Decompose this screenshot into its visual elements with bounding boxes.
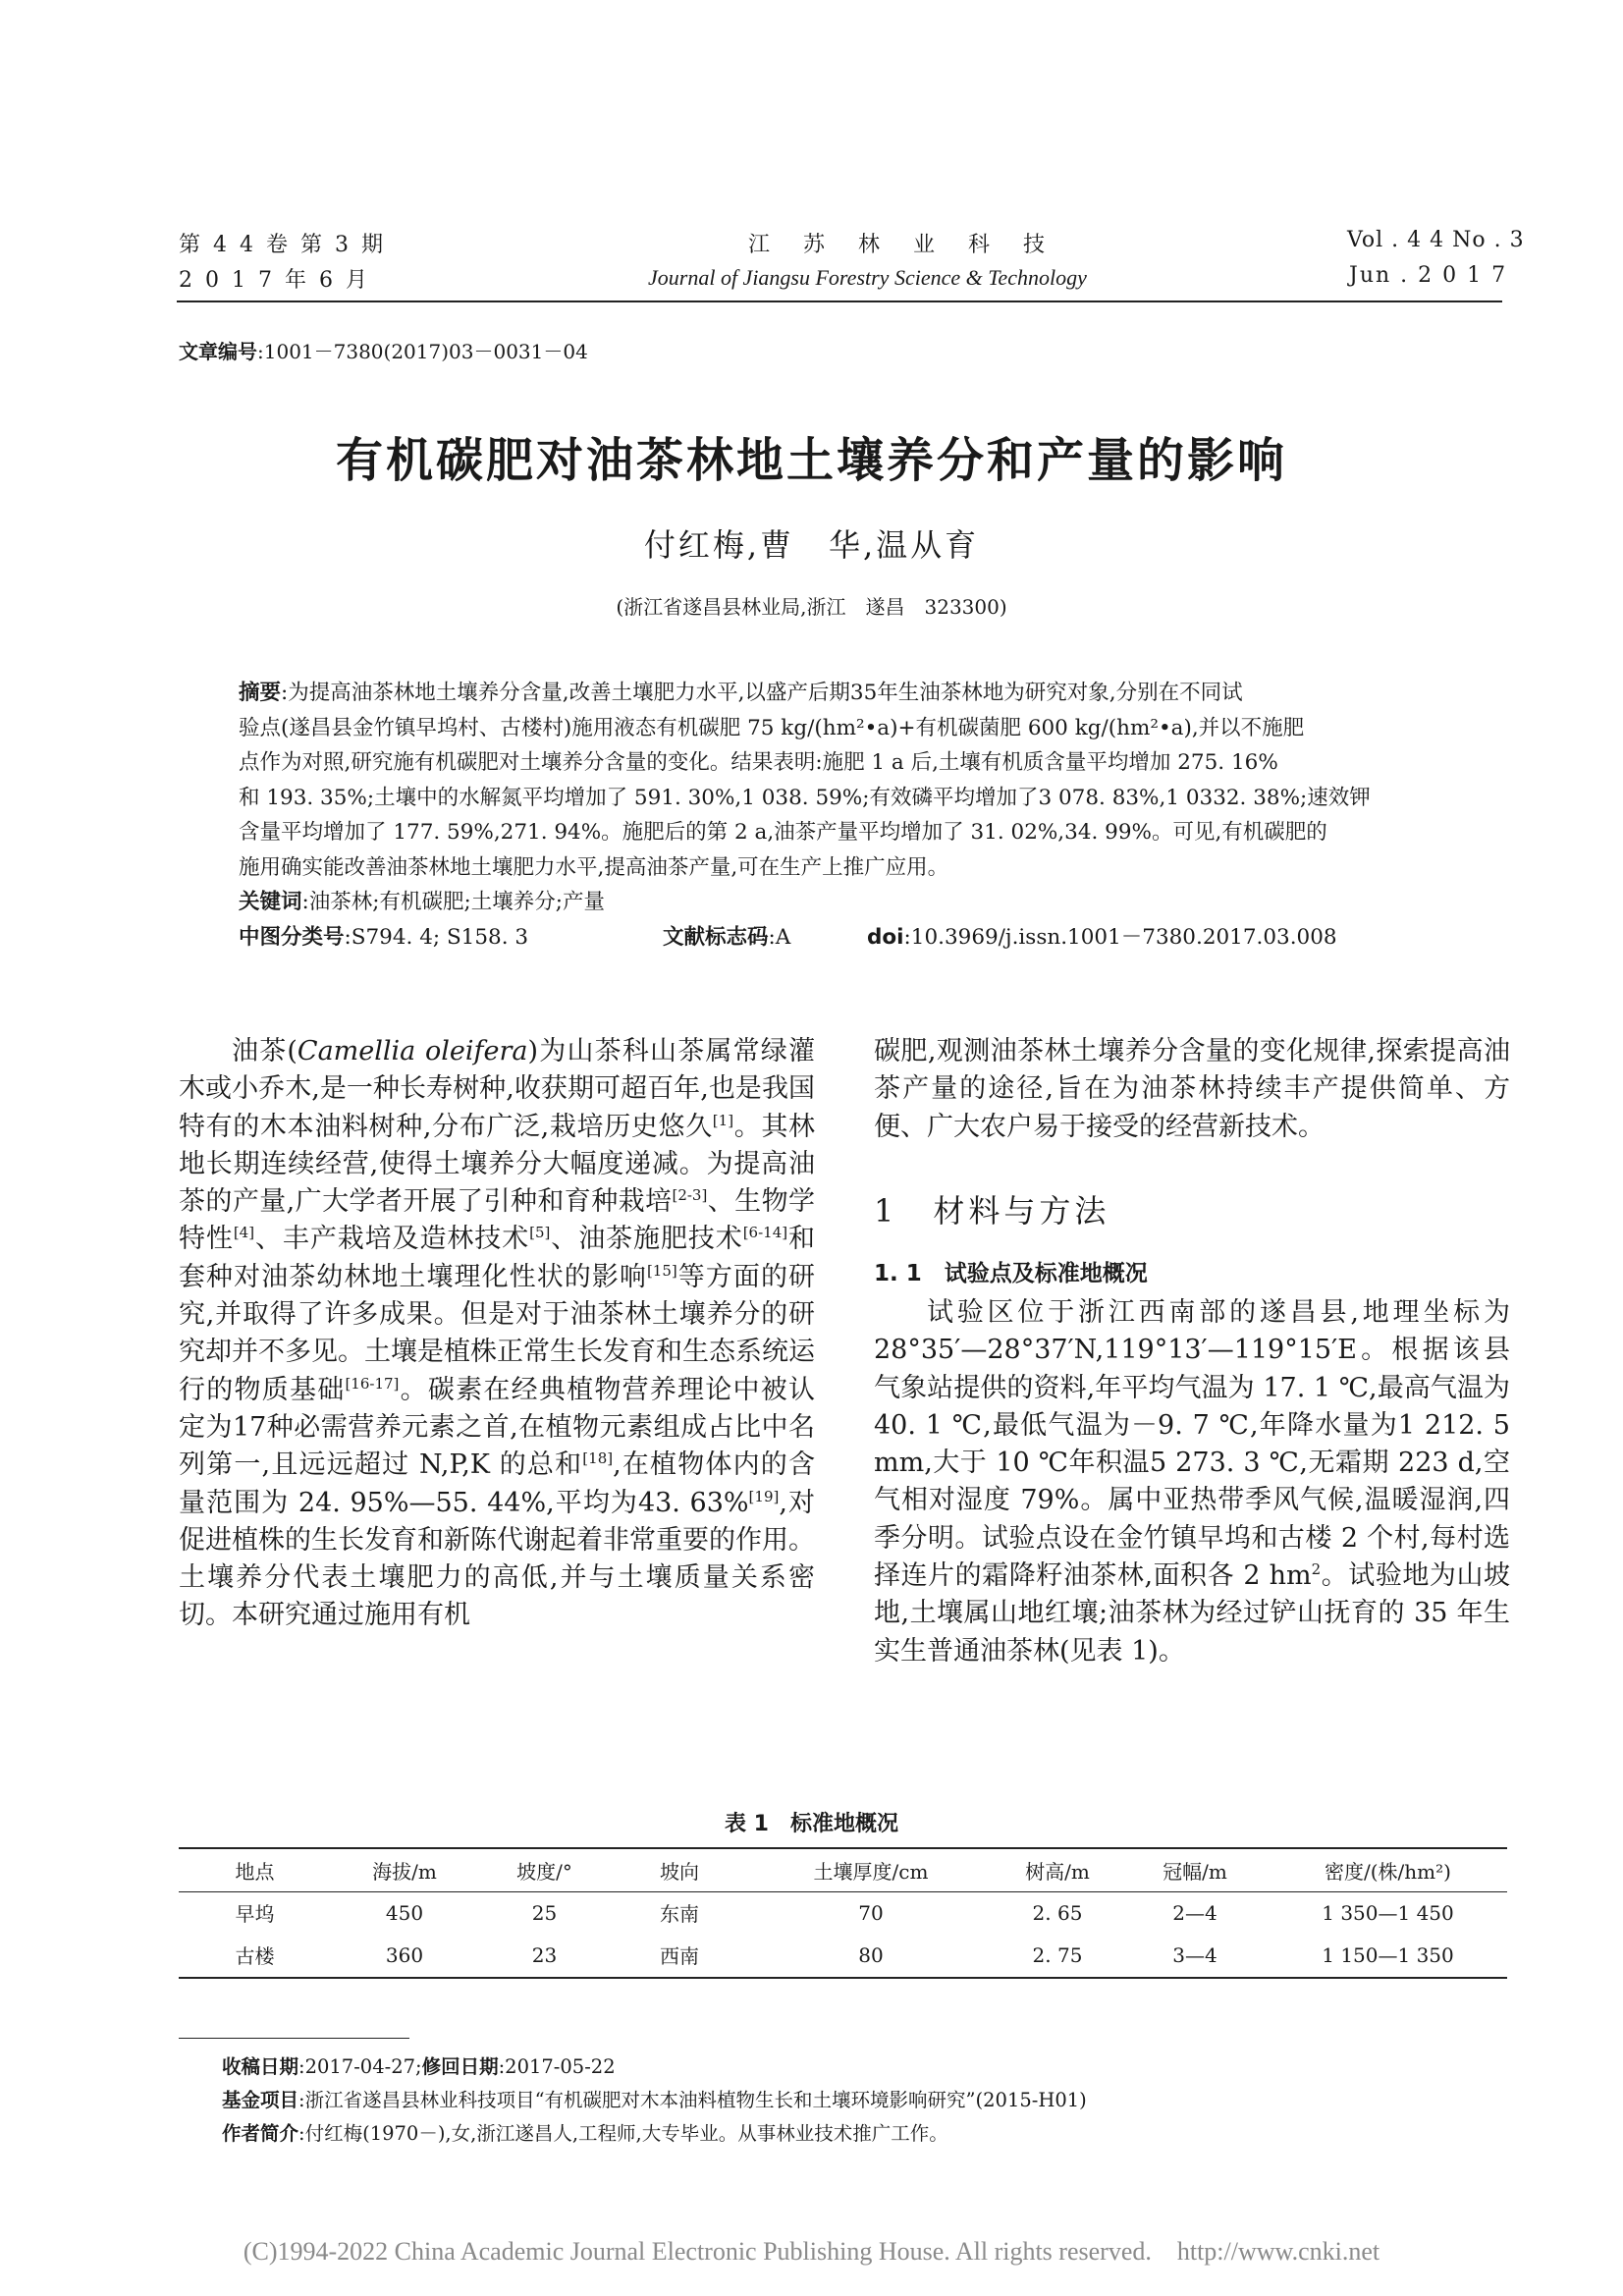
table-cell: 70: [858, 1900, 884, 1925]
table-caption: 表 1 标准地概况: [725, 1812, 898, 1836]
volume-issue-en: Vol . 4 4 No . 3: [1347, 228, 1525, 252]
latin-name: Camellia oleifera: [297, 1036, 528, 1066]
header-rule: [177, 301, 1502, 302]
citation[interactable]: [4]: [233, 1224, 255, 1242]
table-cell: 东南: [660, 1902, 699, 1926]
table-row: [179, 1934, 1507, 1976]
table-cell: 1 350—1 450: [1322, 1900, 1454, 1925]
citation[interactable]: [2-3]: [672, 1186, 708, 1205]
received-dates: 收稿日期:2017-04-27;修回日期:2017-05-22: [222, 2055, 616, 2078]
journal-name-en: Journal of Jiangsu Forestry Science & Technology: [648, 265, 1087, 290]
author-bio: 作者简介:付红梅(1970－),女,浙江遂昌人,工程师,大专毕业。从事林业技术推广工作。: [222, 2122, 948, 2145]
citation[interactable]: [1]: [712, 1111, 734, 1129]
volume-issue-cn: 第 4 4 卷 第 3 期: [179, 233, 386, 257]
table-cell: 2—4: [1172, 1900, 1217, 1925]
intro-paragraph: 油茶(Camellia oleifera)为山茶科山茶属常绿灌木或小乔木,是一种长寿树种,收获期可超百年,也是我国特有的木本油料树种,分布广泛,栽培历史悠久[1]。其林地长期连续经营,使得土壤养分大幅度递减。为提高油茶的产量,广大学者开展了引种和育种栽培[2-3]、生物学特性[4]、丰产栽培及造林技术[5]、油茶施肥技术[6-14]和套种对油茶幼林地土壤理化性状的影响[15]等方面的研究,并取得了许多成果。但是对于油茶林土壤养分的研究却并不多见。土壤是植株正常生长发育和生态系统运行的物质基础[16-17]。碳素在经典植物营养理论中被认定为17种必需营养元素之首,在植物元素组成占比中名列第一,且远远超过 N,P,K 的总和[18],在植物体内的含量范围为 24. 95%—55. 44%,平均为43. 63%[19],对促进植株的生长发育和新陈代谢起着非常重要的作用。土壤养分代表土壤肥力的高低,并与土壤质量关系密切。本研究通过施用有机: [179, 1036, 816, 1631]
table-header-cell: 冠幅/m: [1163, 1860, 1227, 1884]
table-cell: 2. 75: [1032, 1942, 1083, 1967]
paper-title: 有机碳肥对油茶林地土壤养分和产量的影响: [335, 433, 1287, 488]
document-code: 文献标志码:A: [663, 924, 791, 950]
date-en: Jun . 2 0 1 7: [1349, 263, 1508, 288]
citation[interactable]: [16-17]: [345, 1374, 400, 1393]
table-row: [179, 1891, 1507, 1934]
abstract-label: 摘要: [239, 681, 282, 705]
classification-row: [239, 920, 1417, 955]
journal-name-cn: 江 苏 林 业 科 技: [748, 233, 1052, 257]
table-cell: 古楼: [235, 1944, 275, 1968]
keywords-label: 关键词: [239, 890, 302, 914]
article-number: [179, 336, 588, 364]
site-description: 试验区位于浙江西南部的遂昌县,地理坐标为 28°35′—28°37′N,119°13′—119°15′E。根据该县气象站提供的资料,年平均气温为 17. 1 ℃,最高气温为 40. 1 ℃,最低气温为－9. 7 ℃,年降水量为1 212. 5 mm,大于 10 ℃年积温5 273. 3 ℃,无霜期 223 d,空气相对湿度 79%。属中亚热带季风气候,温暖湿润,四季分明。试验点设在金竹镇早坞和古楼 2 个村,每村选择连片的霜降籽油茶林,面积各 2 $hm^2$。试验地为山坡地,土壤属山地红壤;油茶林为经过铲山抚育的 35 年生实生普通油茶林(见表 1)。: [874, 1297, 1511, 1667]
citation[interactable]: [15]: [646, 1261, 677, 1280]
abstract-line: 含量平均增加了 177. 59%,271. 94%。施肥后的第 2 a,油茶产量平均增加了 31. 02%,34. 99%。可见,有机碳肥的: [239, 820, 1327, 845]
abstract-line: 施用确实能改善油茶林地土壤肥力水平,提高油茶产量,可在生产上推广应用。: [239, 854, 949, 880]
table-cell: 3—4: [1172, 1942, 1217, 1967]
table-cell: 23: [531, 1942, 558, 1967]
author-list: 付红梅,曹 华,温从育: [643, 526, 980, 564]
footnote-rule: [179, 2038, 409, 2039]
citation[interactable]: [18]: [582, 1449, 614, 1468]
table-header-cell: 土壤厚度/cm: [813, 1860, 929, 1884]
table-cell: 450: [385, 1900, 424, 1925]
footnotes: [222, 2050, 1498, 2151]
citation[interactable]: [5]: [529, 1224, 551, 1242]
intro-paragraph-continued: 碳肥,观测油茶林土壤养分含量的变化规律,探索提高油茶产量的途径,旨在为油茶林持续丰产提供简单、方便、广大农户易于接受的经营新技术。: [874, 1036, 1510, 1142]
abstract-line: 和 193. 35%;土壤中的水解氮平均增加了 591. 30%,1 038. 59%;有效磷平均增加了3 078. 83%,1 0332. 38%;速效钾: [239, 785, 1371, 810]
funding: 基金项目:浙江省遂昌县林业科技项目“有机碳肥对木本油料植物生长和土壤环境影响研究”(2015-H01): [222, 2089, 1087, 2111]
copyright-footer: (C)1994-2022 China Academic Journal Electronic Publishing House. All rights reserved. http://www.cnki.net: [243, 2237, 1380, 2266]
table-header-cell: 坡度/°: [516, 1860, 572, 1884]
article-number-label: 文章编号: [179, 340, 257, 363]
subsection-heading: 1. 1 试验点及标准地概况: [874, 1261, 1148, 1286]
keywords: 关键词:油茶林;有机碳肥;土壤养分;产量: [239, 890, 605, 914]
table-cell: 早坞: [235, 1902, 275, 1926]
affiliation: (浙江省遂昌县林业局,浙江 遂昌 323300): [616, 595, 1007, 619]
table-cell: 2. 65: [1032, 1900, 1083, 1925]
table-cell: 80: [858, 1942, 884, 1967]
abstract-line: 点作为对照,研究施有机碳肥对土壤养分含量的变化。结果表明:施肥 1 a 后,土壤有机质含量平均增加 275. 16%: [239, 750, 1278, 775]
table-cell: 360: [385, 1942, 424, 1967]
table-header-cell: 地点: [235, 1860, 275, 1884]
citation[interactable]: [19]: [748, 1487, 780, 1505]
abstract-line: 验点(遂昌县金竹镇早坞村、古楼村)施用液态有机碳肥 75 kg/(hm²•a)+有机碳菌肥 600 kg/(hm²•a),并以不施肥: [239, 715, 1305, 740]
citation[interactable]: [6-14]: [742, 1224, 788, 1242]
table-header-cell: 树高/m: [1025, 1860, 1090, 1884]
table-header-cell: 密度/(株/hm²): [1325, 1860, 1451, 1884]
table-header-cell: 海拔/m: [372, 1860, 437, 1884]
article-number-value: :1001－7380(2017)03－0031－04: [257, 340, 588, 363]
clc-number: 中图分类号:S794. 4; S158. 3: [239, 924, 529, 950]
date-cn: 2 0 1 7 年 6 月: [179, 268, 370, 293]
section-heading: 1 材料与方法: [874, 1192, 1110, 1230]
table-header-cell: 坡向: [660, 1860, 699, 1884]
abstract: [239, 676, 1417, 955]
table-cell: 西南: [660, 1944, 699, 1968]
table-bottom-rule: [179, 1977, 1507, 1979]
table-cell: 1 150—1 350: [1322, 1942, 1454, 1967]
doi: doi:10.3969/j.issn.1001－7380.2017.03.008: [867, 924, 1337, 950]
abstract-line: 摘要:为提高油茶林地土壤养分含量,改善土壤肥力水平,以盛产后期35年生油茶林地为研究对象,分别在不同试: [239, 681, 1243, 705]
table-cell: 25: [531, 1900, 558, 1925]
site-table: [179, 1849, 1507, 1976]
table-header-row: [179, 1849, 1507, 1891]
